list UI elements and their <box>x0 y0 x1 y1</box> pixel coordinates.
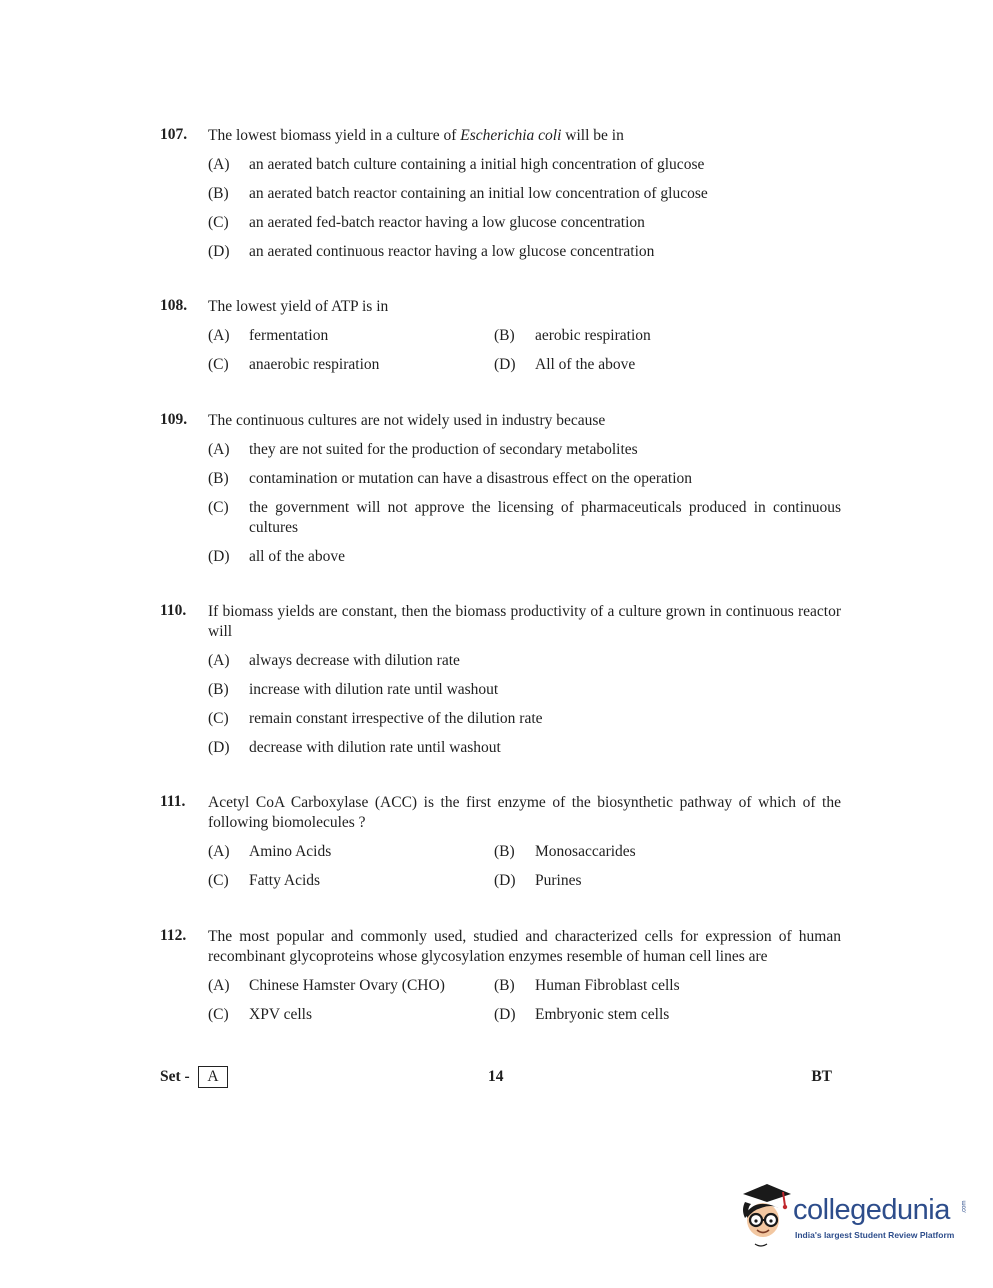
option-a: (A) always decrease with dilution rate <box>208 652 460 669</box>
question-number: 109. <box>160 411 188 428</box>
collegedunia-logo <box>735 1180 968 1250</box>
option-a: (A) an aerated batch culture containing a initial high concentration of glucose <box>208 156 705 173</box>
paper-code: BT <box>811 1068 832 1085</box>
option-row: (C) XPV cells (D) Embryonic stem cells <box>208 1006 670 1023</box>
question-text: The continuous cultures are not widely used in industry because <box>208 412 606 429</box>
question-text: The lowest biomass yield in a culture of Escherichia coli will be in <box>208 127 624 144</box>
question-number: 110. <box>160 602 187 619</box>
option-row: (A) fermentation (B) aerobic respiration <box>208 327 651 344</box>
logo-suffix: .com <box>961 1200 968 1214</box>
question-112 <box>160 927 841 1025</box>
option-a: (A) they are not suited for the production of secondary metabolites <box>208 441 638 458</box>
logo-tagline: India's largest Student Review Platform <box>795 1230 955 1240</box>
option-b: (B) an aerated batch reactor containing an initial low concentration of glucose <box>208 185 708 202</box>
option-row: (C) Fatty Acids (D) Purines <box>208 872 582 889</box>
set-value-box: A <box>198 1066 228 1088</box>
option-row: (A) Amino Acids (B) Monosaccarides <box>208 843 636 860</box>
option-row: (A) Chinese Hamster Ovary (CHO) (B) Human Fibroblast cells <box>208 977 680 994</box>
set-label: Set - <box>160 1068 190 1085</box>
question-107 <box>160 126 841 262</box>
question-110 <box>160 602 841 758</box>
question-text: Acetyl CoA Carboxylase (ACC) is the first enzyme of the biosynthetic pathway of which of the following biomolecules ? <box>208 794 841 831</box>
question-111 <box>160 793 841 891</box>
page-number: 14 <box>488 1068 504 1085</box>
option-b: (B) increase with dilution rate until washout <box>208 681 499 698</box>
option-d: (D) an aerated continuous reactor having a low glucose concentration <box>208 243 655 260</box>
option-c: (C) an aerated fed-batch reactor having a low glucose concentration <box>208 214 645 231</box>
question-number: 111. <box>160 793 186 810</box>
question-text: If biomass yields are constant, then the biomass productivity of a culture grown in continuous reactor will <box>208 603 841 640</box>
option-c: (C) the government will not approve the licensing of pharmaceuticals produced in continuous cultures <box>208 499 841 536</box>
question-number: 107. <box>160 126 188 143</box>
mascot-icon <box>735 1180 795 1250</box>
question-108 <box>160 297 841 375</box>
option-b: (B) contamination or mutation can have a disastrous effect on the operation <box>208 470 693 487</box>
logo-wordmark: collegedunia <box>793 1194 950 1226</box>
option-row: (C) anaerobic respiration (D) All of the above <box>208 356 636 373</box>
page-footer <box>160 1066 832 1090</box>
question-109 <box>160 411 841 567</box>
option-d: (D) decrease with dilution rate until washout <box>208 739 501 756</box>
question-text: The most popular and commonly used, studied and characterized cells for expression of human recombinant glycoproteins whose glycosylation enzymes resemble of human cell lines are <box>208 928 841 965</box>
question-number: 108. <box>160 297 188 314</box>
option-c: (C) remain constant irrespective of the dilution rate <box>208 710 543 727</box>
question-text: The lowest yield of ATP is in <box>208 298 389 315</box>
question-number: 112. <box>160 927 187 944</box>
option-d: (D) all of the above <box>208 548 345 565</box>
